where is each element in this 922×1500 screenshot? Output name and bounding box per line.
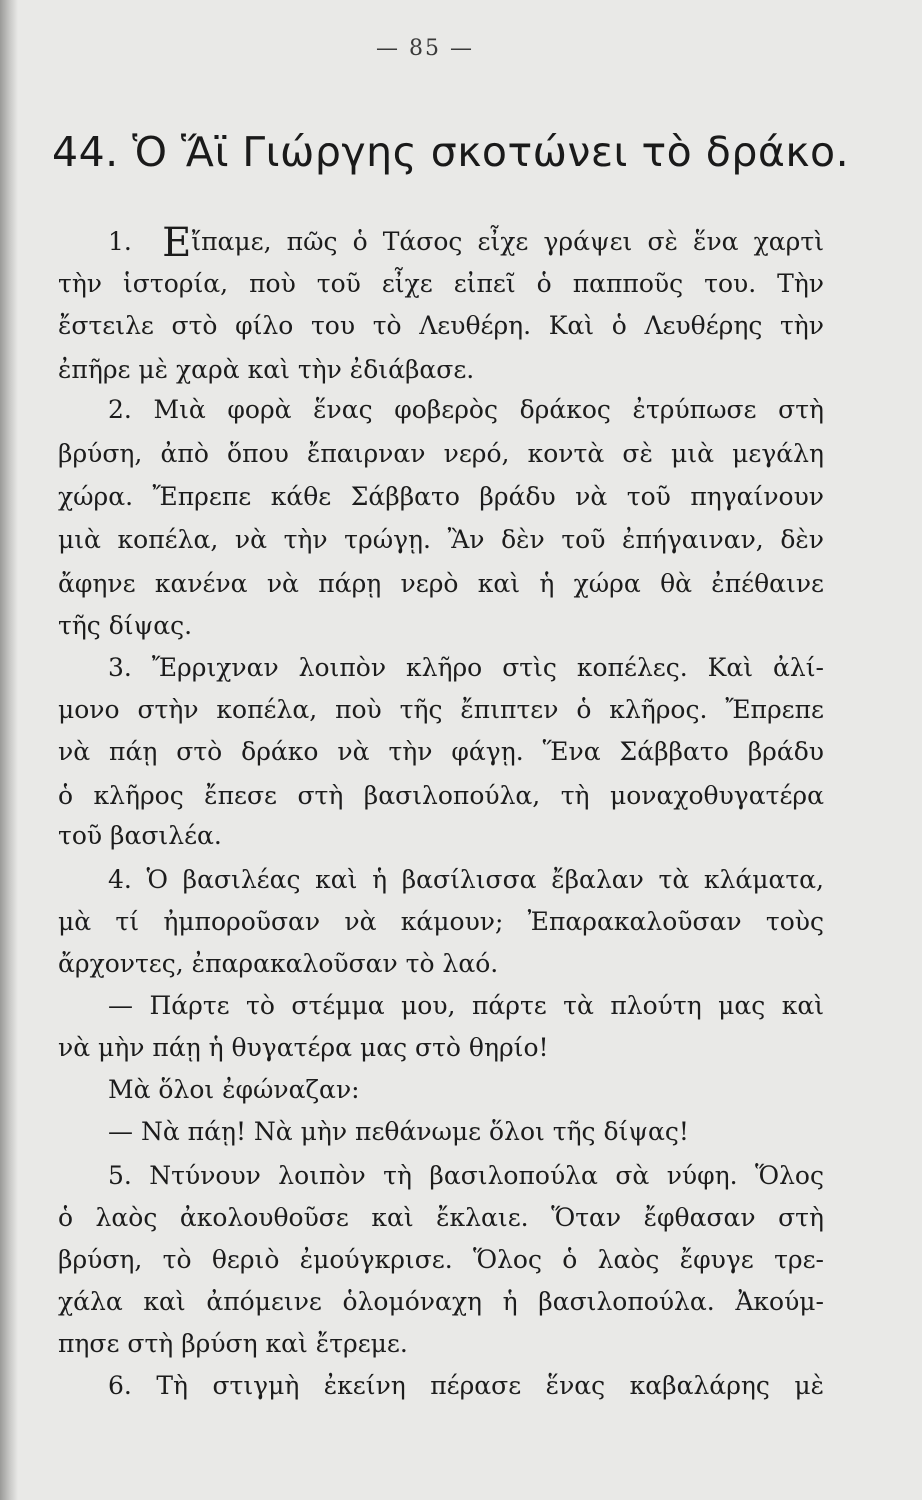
dialogue-line-1: — Πάρτε τὸ στέμμα μου, πάρτε τὰ πλούτη μας καὶ [108,991,824,1020]
paragraph-1-line-4: ἐπῆρε μὲ χαρὰ καὶ τὴν ἐδιάβασε. [58,355,475,384]
paragraph-1-line-1 [108,220,824,266]
paragraph-2-line-4: μιὰ κοπέλα, νὰ τὴν τρώγῃ. Ἂν δὲν τοῦ ἐπήγαιναν, δὲν [58,525,824,554]
paragraph-1-line-1-text: ἴπαμε, πῶς ὁ Τάσος εἶχε γράψει σὲ ἕνα χαρτὶ [191,227,824,256]
page-number: — 85 — [376,36,474,61]
paragraph-5-line-4: χάλα καὶ ἀπόμεινε ὁλομόναχη ἡ βασιλοπούλα. Ἀκούμ- [58,1287,824,1316]
paragraph-2-line-1: 2. Μιὰ φορὰ ἕνας φοβερὸς δράκος ἐτρύπωσε στὴ [108,395,824,424]
paragraph-1-line-2: τὴν ἱστορία, ποὺ τοῦ εἶχε εἰπεῖ ὁ παπποῦς του. Τὴν [58,269,824,298]
paragraph-2-line-3: χώρα. Ἔπρεπε κάθε Σάββατο βράδυ νὰ τοῦ πηγαίνουν [58,482,824,511]
paragraph-3-line-5: τοῦ βασιλέα. [58,821,222,850]
paragraph-3-line-4: ὁ κλῆρος ἔπεσε στὴ βασιλοπούλα, τὴ μοναχοθυγατέρα [58,781,824,810]
dialogue-line-2: νὰ μὴν πάῃ ἡ θυγατέρα μας στὸ θηρίο! [58,1033,549,1062]
paragraph-4-line-3: ἄρχοντες, ἐπαρακαλοῦσαν τὸ λαό. [58,949,499,978]
dialogue-line-4: — Νὰ πάῃ! Νὰ μὴν πεθάνωμε ὅλοι τῆς δίψας! [108,1117,689,1146]
paragraph-5-line-1: 5. Ντύνουν λοιπὸν τὴ βασιλοπούλα σὰ νύφη. Ὅλος [108,1161,824,1190]
paragraph-3-line-2: μονο στὴν κοπέλα, ποὺ τῆς ἔπιπτεν ὁ κλῆρος. Ἔπρεπε [58,695,824,724]
paragraph-number: 1. [108,227,132,256]
paragraph-5-line-2: ὁ λαὸς ἀκολουθοῦσε καὶ ἔκλαιε. Ὅταν ἔφθασαν στὴ [58,1203,824,1232]
drop-cap: Ε [162,220,192,266]
paragraph-1-line-3: ἔστειλε στὸ φίλο του τὸ Λευθέρη. Καὶ ὁ Λευθέρης τὴν [58,311,824,340]
paragraph-6-line-1: 6. Τὴ στιγμὴ ἐκείνη πέρασε ἕνας καβαλάρης μὲ [108,1371,824,1400]
paragraph-3-line-1: 3. Ἔρριχναν λοιπὸν κλῆρο στὶς κοπέλες. Καὶ ἀλί- [108,653,824,682]
paragraph-2-line-2: βρύση, ἀπὸ ὅπου ἔπαιρναν νερό, κοντὰ σὲ μιὰ μεγάλη [58,439,824,468]
paragraph-3-line-3: νὰ πάῃ στὸ δράκο νὰ τὴν φάγῃ. Ἕνα Σάββατο βράδυ [58,737,824,766]
dialogue-line-3: Μὰ ὅλοι ἐφώναζαν: [108,1075,360,1104]
paragraph-4-line-1: 4. Ὁ βασιλέας καὶ ἡ βασίλισσα ἔβαλαν τὰ κλάματα, [108,865,824,894]
paragraph-5-line-3: βρύση, τὸ θεριὸ ἐμούγκρισε. Ὅλος ὁ λαὸς ἔφυγε τρε- [58,1245,824,1274]
paragraph-4-line-2: μὰ τί ἠμποροῦσαν νὰ κάμουν; Ἐπαρακαλοῦσαν τοὺς [58,907,824,936]
paragraph-2-line-6: τῆς δίψας. [58,611,193,640]
chapter-title: 44. Ὁ Ἅϊ Γιώργης σκοτώνει τὸ δράκο. [52,128,850,176]
paragraph-5-line-5: πησε στὴ βρύση καὶ ἔτρεμε. [58,1329,408,1358]
paragraph-2-line-5: ἄφηνε κανένα νὰ πάρῃ νερὸ καὶ ἡ χώρα θὰ ἐπέθαινε [58,569,824,598]
